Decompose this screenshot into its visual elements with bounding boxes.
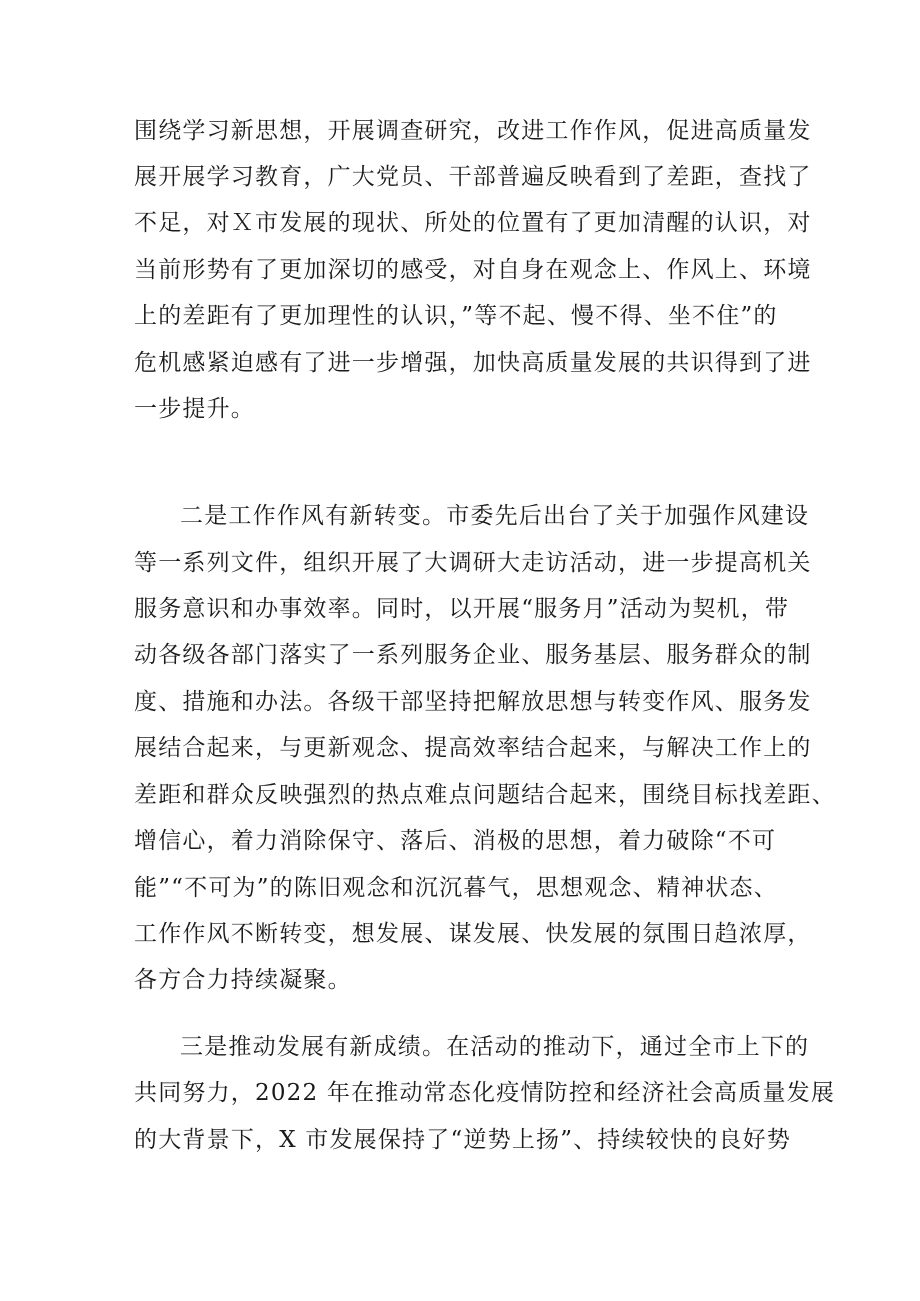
text-line: 动各级各部门落实了一系列服务企业、服务基层、服务群众的制	[134, 642, 812, 668]
text-line: 能”“不可为”的陈旧观念和沉沉暮气，思想观念、精神状态、	[134, 875, 778, 901]
text-line: 各方合力持续凝聚。	[134, 967, 352, 993]
text-line: 不足，对Ｘ市发展的现状、所处的位置有了更加清醒的认识，对	[134, 210, 812, 236]
text-line: 当前形势有了更加深切的感受，对自身在观念上、作风上、环境	[134, 257, 812, 283]
text-line: 增信心，着力消除保守、落后、消极的思想，着力破除“不可	[134, 828, 777, 854]
text-line: 共同努力，2022 年在推动常态化疫情防控和经济社会高质量发展	[134, 1080, 836, 1106]
text-line: 展开展学习教育，广大党员、干部普遍反映看到了差距，查找了	[134, 164, 812, 190]
text-line: 三是推动发展有新成绩。在活动的推动下，通过全市上下的	[180, 1034, 810, 1060]
text-line: 度、措施和办法。各级干部坚持把解放思想与转变作风、服务发	[134, 689, 812, 715]
text-line: 的大背景下，X 市发展保持了“逆势上扬”、持续较快的良好势	[134, 1127, 792, 1153]
text-line: 展结合起来，与更新观念、提高效率结合起来，与解决工作上的	[134, 735, 812, 761]
text-line: 危机感紧迫感有了进一步增强，加快高质量发展的共识得到了进	[134, 350, 812, 376]
text-line: 围绕学习新思想，开展调查研究，改进工作作风，促进高质量发	[134, 118, 812, 144]
text-line: 等一系列文件，组织开展了大调研大走访活动，进一步提高机关	[134, 550, 812, 576]
text-line: 工作作风不断转变，想发展、谋发展、快发展的氛围日趋浓厚，	[134, 921, 812, 947]
text-line: 二是工作作风有新转变。市委先后出台了关于加强作风建设	[180, 503, 810, 529]
text-line: 上的差距有了更加理性的认识，”等不起、慢不得、坐不住”的	[134, 303, 778, 329]
text-line: 服务意识和办事效率。同时，以开展“服务月”活动为契机，带	[134, 596, 790, 622]
text-line: 一步提升。	[134, 396, 255, 422]
text-line: 差距和群众反映强烈的热点难点问题结合起来，围绕目标找差距、	[134, 782, 836, 808]
